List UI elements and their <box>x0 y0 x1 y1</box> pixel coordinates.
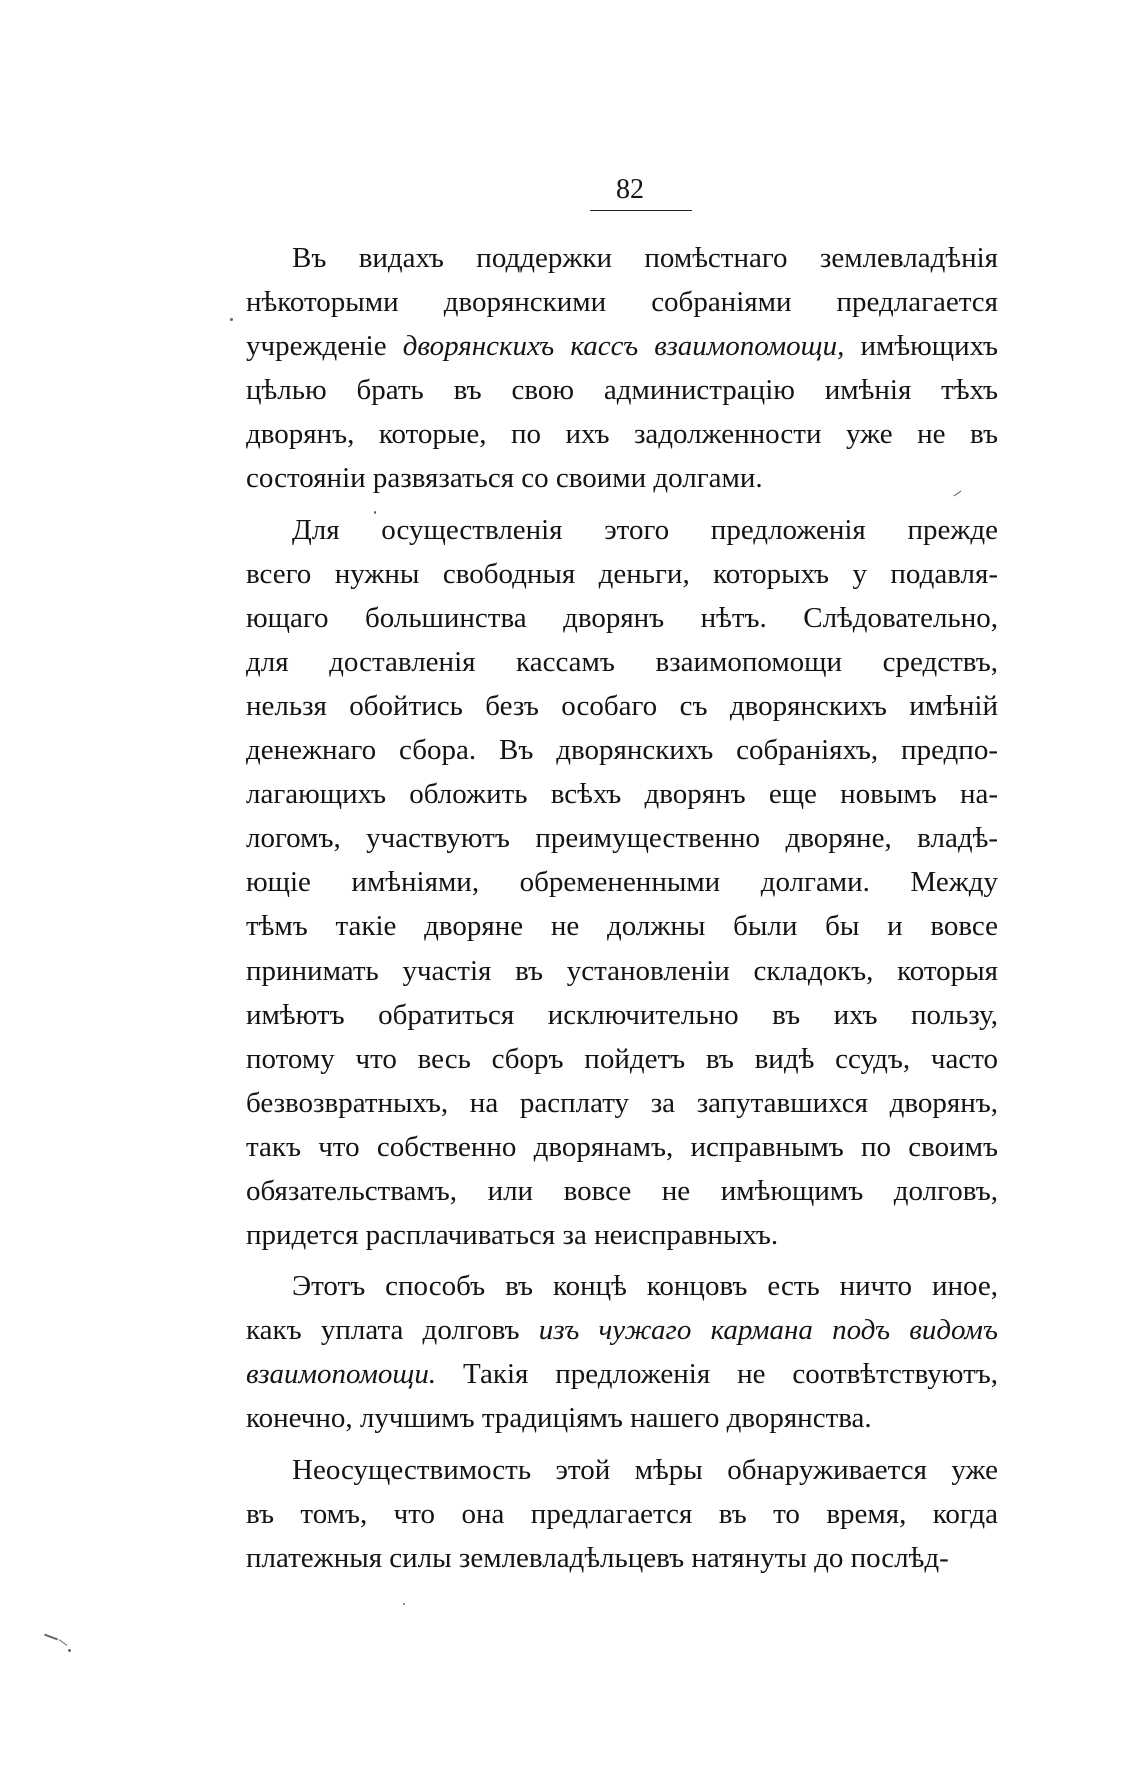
text-run: платежныя силы землевладѣльцевъ натянуты до послѣд- <box>246 1541 949 1574</box>
paragraph <box>246 508 998 1258</box>
text-run: нѣкоторыми дворянскими собраніями предлагается <box>246 286 998 319</box>
text-run: Въ видахъ поддержки помѣстнаго землевладѣнія <box>292 242 998 274</box>
text-run: въ томъ, что она предлагается въ то время, когда <box>246 1497 998 1530</box>
text-run: безвозвратныхъ, на расплату за запутавшихся дворянъ, <box>246 1086 998 1119</box>
text-line <box>246 684 998 728</box>
text-line <box>246 1169 998 1213</box>
text-run: ющаго большинства дворянъ нѣтъ. Слѣдовательно, <box>246 601 998 634</box>
text-line <box>246 368 998 412</box>
paragraph <box>246 236 998 501</box>
text-line <box>246 1264 998 1308</box>
text-line <box>246 904 998 948</box>
paragraph <box>246 1264 998 1440</box>
text-line <box>246 1081 998 1125</box>
text-run: для доставленія кассамъ взаимопомощи средствъ, <box>246 645 998 678</box>
text-line <box>246 1125 998 1169</box>
text-line <box>246 993 998 1037</box>
text-run: конечно, лучшимъ традиціямъ нашего дворянства. <box>246 1402 872 1435</box>
text-line <box>246 640 998 684</box>
text-line <box>246 1037 998 1081</box>
italic-phrase: взаимопомощи. <box>246 1358 437 1391</box>
text-run: обязательствамъ, или вовсе не имѣющимъ долговъ, <box>246 1174 998 1207</box>
text-line <box>246 280 998 324</box>
text-line <box>246 949 998 993</box>
scan-speck <box>68 1649 71 1652</box>
scan-speck <box>403 1603 405 1605</box>
scan-speck <box>230 318 233 321</box>
text-run: Неосуществимость этой мѣры обнаруживается уже <box>292 1453 998 1486</box>
text-line <box>246 456 998 500</box>
text-run: цѣлью брать въ свою администрацію имѣнія тѣхъ <box>246 374 998 407</box>
text-line <box>246 1352 998 1396</box>
text-run: имѣютъ обратиться исключительно въ ихъ пользу, <box>246 998 998 1031</box>
text-line <box>246 860 998 904</box>
text-run: принимать участія въ установленіи складокъ, которыя <box>246 954 998 987</box>
text-run: такъ что собственно дворянамъ, исправнымъ по своимъ <box>246 1130 998 1163</box>
text-line <box>246 816 998 860</box>
text-run: логомъ, участвуютъ преимущественно дворяне, владѣ- <box>246 822 998 855</box>
text-run: какъ уплата долговъ <box>246 1314 539 1347</box>
paragraph-gap <box>246 501 998 508</box>
text-run: придется расплачиваться за неисправныхъ. <box>246 1219 779 1252</box>
text-run: нельзя обойтись безъ особаго съ дворянскихъ имѣній <box>246 689 998 722</box>
paragraph <box>246 1448 998 1580</box>
text-run: ющіе имѣніями, обремененными долгами. Между <box>246 866 998 899</box>
body-text <box>246 236 998 1580</box>
text-line <box>246 1308 998 1352</box>
text-line <box>246 552 998 596</box>
text-line <box>246 1492 998 1536</box>
text-run: всего нужны свободныя деньги, которыхъ у подавля- <box>246 557 998 590</box>
italic-phrase: изъ чужаго кармана подъ видомъ <box>538 1314 998 1347</box>
text-run: лагающихъ обложить всѣхъ дворянъ еще новымъ на- <box>246 778 998 811</box>
paragraph-gap <box>246 1441 998 1448</box>
text-run: состояніи развязаться со своими долгами. <box>246 462 763 495</box>
text-line <box>246 1536 998 1580</box>
text-line <box>246 1448 998 1492</box>
text-run: имѣющихъ <box>844 330 998 363</box>
italic-phrase: дворянскихъ кассъ взаимопомощи, <box>402 330 845 363</box>
text-run: Для осуществленія этого предложенія прежде <box>292 513 998 546</box>
text-line <box>246 1396 998 1440</box>
text-line <box>246 236 998 280</box>
text-run: Этотъ способъ въ концѣ концовъ есть ничто иное, <box>292 1270 998 1303</box>
scan-speck <box>374 511 376 514</box>
scan-speck <box>44 1634 58 1641</box>
text-line <box>246 324 998 368</box>
scan-speck <box>59 1639 68 1646</box>
text-run: потому что весь сборъ пойдетъ въ видѣ ссудъ, часто <box>246 1042 998 1075</box>
text-run: тѣмъ такіе дворяне не должны были бы и вовсе <box>246 910 998 943</box>
page-number-rule <box>590 210 692 211</box>
paragraph-gap <box>246 1257 998 1264</box>
page-number: 82 <box>616 174 644 205</box>
text-line <box>246 508 998 552</box>
text-line <box>246 596 998 640</box>
text-run: денежнаго сбора. Въ дворянскихъ собраніяхъ, предпо- <box>246 734 998 767</box>
text-line <box>246 772 998 816</box>
text-run: дворянъ, которые, по ихъ задолженности уже не въ <box>246 418 998 451</box>
text-run: учрежденіе <box>246 330 403 363</box>
text-line <box>246 412 998 456</box>
text-line <box>246 728 998 772</box>
text-run: Такія предложенія не соотвѣтствуютъ, <box>436 1358 998 1391</box>
text-line <box>246 1213 998 1257</box>
